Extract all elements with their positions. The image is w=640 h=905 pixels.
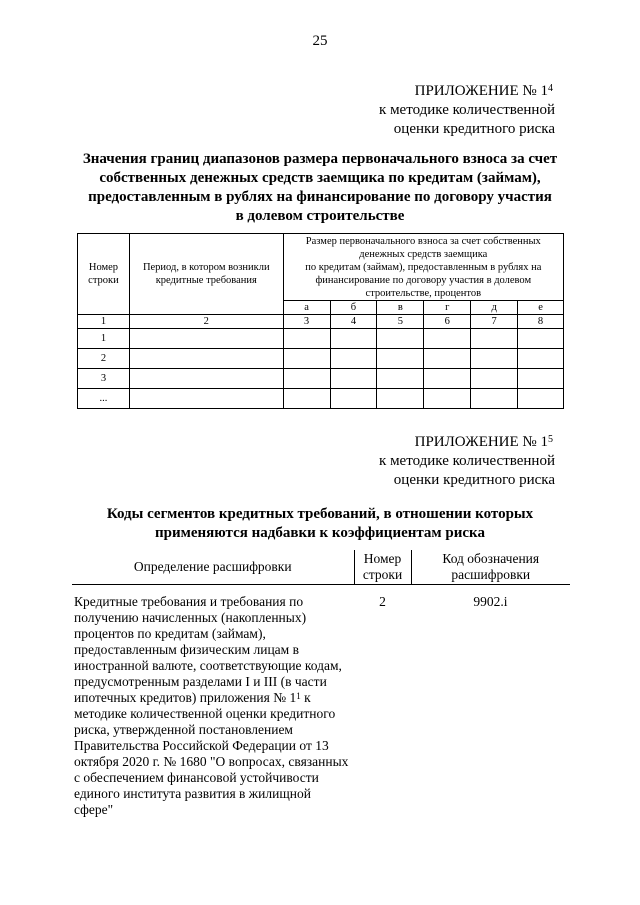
row-number: 2 — [379, 594, 386, 609]
table-row — [78, 389, 564, 409]
appendix-2-line2: к методике количественной — [379, 453, 555, 469]
sub-letter: а — [283, 301, 330, 315]
header-period: Период, в котором возникли кредитные требования — [129, 234, 283, 315]
header-row-number: Номер строки — [78, 234, 130, 315]
column-number: 5 — [377, 315, 424, 329]
appendix-2-header — [355, 433, 555, 490]
page-number: 25 — [312, 33, 328, 49]
table-row — [78, 329, 564, 349]
column-number: 6 — [424, 315, 471, 329]
header-row-number: Номер строки — [354, 550, 411, 584]
title-1-line4: в долевом строительстве — [235, 208, 405, 224]
row-number: 3 — [78, 369, 130, 389]
sub-letter: б — [330, 301, 377, 315]
sub-letter: г — [424, 301, 471, 315]
appendix-1-line2: к методике количественной — [379, 102, 555, 118]
appendix-2-line3: оценки кредитного риска — [393, 472, 555, 488]
code-value: 9902.i — [473, 594, 508, 609]
header-size: Размер первоначального взноса за счет собственных денежных средств заемщика по кредитам (займам), предоставленным в рублях на финансирование по договору участия в долевом строительстве, процентов — [283, 234, 563, 301]
appendix-1-heading: ПРИЛОЖЕНИЕ № 1 — [414, 83, 548, 99]
sub-letter: д — [471, 301, 518, 315]
table-row — [72, 594, 570, 818]
codes-table — [72, 550, 570, 818]
header-definition: Определение расшифровки — [72, 550, 354, 584]
column-number: 7 — [471, 315, 518, 329]
table-row — [78, 369, 564, 389]
title-1-line3: предоставленным в рублях на финансирование по договору участия — [88, 189, 552, 205]
appendix-1-header — [355, 82, 555, 139]
appendix-2-superscript: 5 — [548, 434, 553, 445]
title-2-line1: Коды сегментов кредитных требований, в отношении которых — [106, 506, 534, 522]
ranges-table — [77, 233, 564, 409]
column-number: 1 — [78, 315, 130, 329]
column-number: 4 — [330, 315, 377, 329]
appendix-2-heading: ПРИЛОЖЕНИЕ № 1 — [414, 434, 548, 450]
column-number: 8 — [518, 315, 564, 329]
appendix-1-superscript: 4 — [548, 83, 553, 94]
row-number: ... — [78, 389, 130, 409]
title-2-line2: применяются надбавки к коэффициентам риска — [155, 525, 485, 541]
table-row — [78, 349, 564, 369]
row-number: 2 — [78, 349, 130, 369]
table-1-title — [60, 150, 580, 226]
table-2-title — [60, 505, 580, 543]
row-number: 1 — [78, 329, 130, 349]
column-number: 2 — [129, 315, 283, 329]
sub-letter: в — [377, 301, 424, 315]
header-code: Код обозначения расшифровки — [411, 550, 570, 584]
title-1-line2: собственных денежных средств заемщика по кредитам (займам), — [99, 170, 541, 186]
title-1-line1: Значения границ диапазонов размера первоначального взноса за счет — [82, 151, 558, 167]
column-number: 3 — [283, 315, 330, 329]
sub-letter: е — [518, 301, 564, 315]
appendix-1-line3: оценки кредитного риска — [393, 121, 555, 137]
definition-text: Кредитные требования и требования по получению начисленных (накопленных) процентов по кредитам (займам), предоставленным физическим лицам в иностранной валюте, соответствующие кодам, предусмотренным разделами I и III (в части ипотечных кредитов) приложения № $1^1$ к методике количественной оценки кредитного риска, утвержденной постановлением Правительства Российской Федерации от 13 октября 2020 г. № 1680 "О вопросах, связанных с обеспечением финансовой устойчивости единого института развития в жилищной сфере" — [74, 594, 349, 817]
